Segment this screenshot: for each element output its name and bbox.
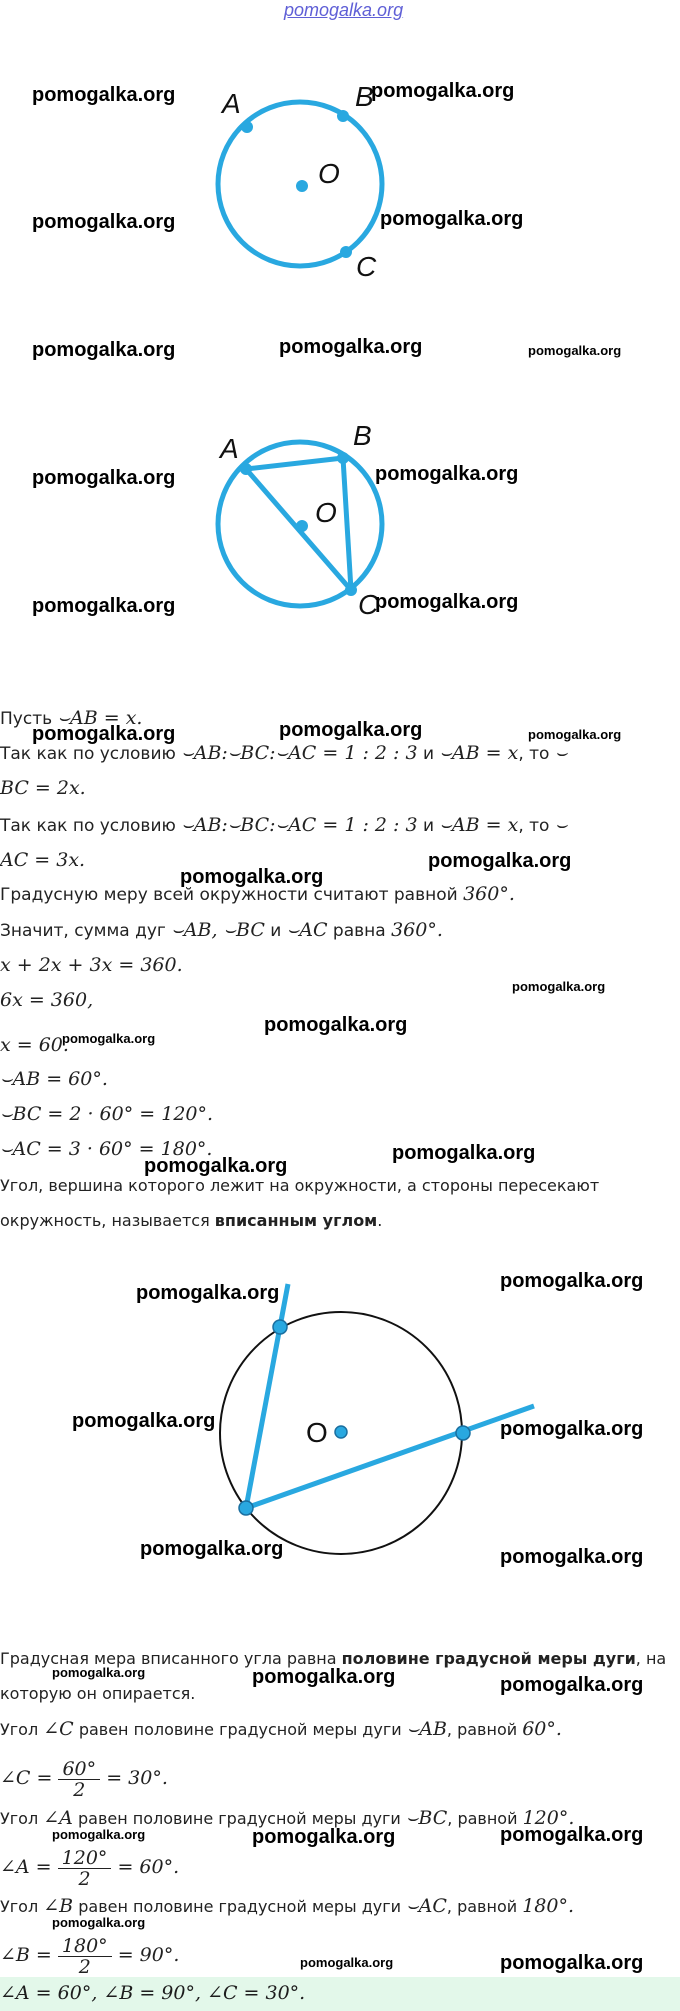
math-angle-c: ∠C (43, 1718, 74, 1740)
math-angle-b: ∠B (43, 1895, 74, 1917)
watermark: pomogalka.org (371, 80, 515, 102)
line-x60 (0, 1033, 69, 1058)
watermark: pomogalka.org (32, 84, 176, 106)
line-ac (0, 848, 85, 873)
math-b-rhs: = 90°. (111, 1944, 180, 1966)
watermark: pomogalka.org (375, 463, 519, 485)
math-c-rhs: = 30°. (100, 1767, 168, 1789)
text-equals-half: равен половине градусной меры дуги (73, 1720, 407, 1739)
text-equal-to-3: , равной (446, 1897, 523, 1916)
math-ab-x: ⌣AB = x. (57, 707, 143, 729)
fraction-b-num: 180° (58, 1936, 112, 1957)
text-called: окружность, называется (0, 1211, 215, 1230)
watermark: pomogalka.org (62, 1031, 156, 1046)
formula-angle-a (0, 1842, 179, 1893)
math-60: 60°. (522, 1718, 562, 1740)
fraction-c (58, 1759, 100, 1800)
line-bc (0, 776, 86, 801)
center-o-3 (335, 1426, 347, 1438)
text-ratio-2: Так как по условию (0, 816, 182, 836)
math-arc-2: ⌣ (554, 814, 568, 836)
math-b-lhs: ∠B = (0, 1944, 58, 1966)
fraction-b-den: 2 (78, 1955, 91, 1978)
math-bc-120: ⌣BC = 2 · 60° = 120°. (0, 1103, 214, 1125)
fraction-a-den: 2 (78, 1867, 91, 1890)
line-angle-c (0, 1717, 562, 1742)
math-arc-ac-2: ⌣AC (406, 1895, 447, 1917)
math-360: 360°. (463, 883, 515, 905)
math-x-60: x = 60. (0, 1034, 69, 1056)
label-a-2: A (220, 433, 239, 464)
text-period: . (377, 1211, 383, 1230)
line-ratio-2 (0, 813, 567, 838)
label-b-1: B (355, 81, 374, 112)
watermark: pomogalka.org (512, 979, 606, 994)
answer-text: ∠A = 60°, ∠B = 90°, ∠C = 30°. (0, 1982, 306, 2004)
watermark: pomogalka.org (279, 336, 423, 358)
watermark: pomogalka.org (252, 1666, 396, 1688)
watermark: pomogalka.org (32, 339, 176, 361)
point-a-2 (240, 463, 252, 475)
fraction-b (58, 1936, 112, 1977)
label-o-2: O (315, 497, 337, 528)
watermark: pomogalka.org (52, 1915, 146, 1930)
watermark: pomogalka.org (264, 1014, 408, 1036)
fraction-c-num: 60° (58, 1759, 100, 1780)
math-c-lhs: ∠C = (0, 1767, 59, 1789)
text-full-circle: Градусную меру всей окружности считают равной (0, 885, 464, 905)
watermark: pomogalka.org (500, 1270, 644, 1292)
watermark: pomogalka.org (52, 1827, 146, 1842)
math-arc: ⌣ (554, 742, 568, 764)
text-let: Пусть (0, 709, 58, 729)
point-b-1 (337, 110, 349, 122)
math-ab-x-3: ⌣AB = x (439, 814, 519, 836)
text-equals-half-3: равен половине градусной меры дуги (73, 1897, 407, 1916)
intersection-point-1 (273, 1320, 287, 1334)
fraction-a (58, 1848, 112, 1889)
watermark: pomogalka.org (392, 1142, 536, 1164)
watermark: pomogalka.org (500, 1418, 644, 1440)
watermark: pomogalka.org (140, 1538, 284, 1560)
watermark: pomogalka.org (52, 1665, 146, 1680)
watermark: pomogalka.org (72, 1410, 216, 1432)
math-ab-60: ⌣AB = 60°. (0, 1068, 108, 1090)
label-o-3: O (306, 1417, 328, 1448)
text-equals: равна (327, 921, 392, 941)
line-6x (0, 988, 93, 1013)
line-equation (0, 953, 183, 978)
text-then-2: , то (518, 816, 555, 836)
formula-angle-b (0, 1930, 179, 1981)
text-equal-to-2: , равной (447, 1809, 523, 1828)
text-ratio: Так как по условию (0, 744, 182, 764)
text-on: , на (635, 1649, 667, 1668)
text-then: , то (518, 744, 555, 764)
vertex-point (239, 1501, 253, 1515)
point-a-1 (241, 121, 253, 133)
text-inscribed-angle: вписанным углом (214, 1211, 378, 1230)
text-rests: которую он опирается. (0, 1684, 196, 1703)
text-and: и (417, 744, 440, 764)
text-half-arc: половине градусной меры дуги (341, 1649, 636, 1668)
math-360-2: 360°. (391, 919, 443, 941)
fraction-a-num: 120° (58, 1848, 112, 1869)
text-angle-2: Угол (0, 1809, 44, 1828)
watermark: pomogalka.org (32, 211, 176, 233)
watermark: pomogalka.org (279, 719, 423, 741)
text-measure: Градусная мера вписанного угла равна (0, 1649, 342, 1668)
intersection-point-2 (456, 1426, 470, 1440)
math-ratio: ⌣AB:⌣BC:⌣AC = 1 : 2 : 3 (181, 742, 418, 764)
math-bc-2x: BC = 2x. (0, 777, 86, 799)
label-o-1: O (318, 158, 340, 189)
text-angle: Угол (0, 1720, 44, 1739)
math-a-rhs: = 60°. (111, 1856, 180, 1878)
watermark: pomogalka.org (500, 1952, 644, 1974)
math-ac-180: ⌣AC = 3 · 60° = 180°. (0, 1138, 213, 1160)
watermark: pomogalka.org (500, 1546, 644, 1568)
math-arcs: ⌣AB, ⌣BC (171, 919, 265, 941)
line-ab60 (0, 1067, 108, 1092)
math-ac-3x: AC = 3x. (0, 849, 86, 871)
text-definition: Угол, вершина которого лежит на окружности, а стороны пересекают (0, 1176, 600, 1195)
text-equals-half-2: равен половине градусной меры дуги (72, 1809, 406, 1828)
math-equation: x + 2x + 3x = 360. (0, 954, 183, 976)
line-definition-1 (0, 1174, 599, 1198)
math-120: 120°. (522, 1807, 575, 1829)
text-sum: Значит, сумма дуг (0, 921, 172, 941)
watermark: pomogalka.org (500, 1674, 644, 1696)
top-watermark-link[interactable]: pomogalka.org (284, 0, 404, 20)
line-definition-2 (0, 1209, 382, 1233)
watermark: pomogalka.org (428, 850, 572, 872)
watermark: pomogalka.org (180, 866, 324, 888)
watermark: pomogalka.org (528, 727, 622, 742)
math-ratio-2: ⌣AB:⌣BC:⌣AC = 1 : 2 : 3 (181, 814, 418, 836)
watermark: pomogalka.org (32, 723, 176, 745)
line-sum-arcs (0, 918, 443, 943)
text-and-2: и (417, 816, 440, 836)
label-a-1: A (222, 88, 241, 119)
math-arc-bc: ⌣BC (405, 1807, 448, 1829)
math-arc-ab: ⌣AB (406, 1718, 447, 1740)
watermark: pomogalka.org (252, 1826, 396, 1848)
text-angle-3: Угол (0, 1897, 44, 1916)
watermark: pomogalka.org (300, 1955, 394, 1970)
center-o-1 (296, 180, 308, 192)
math-arc-ac: ⌣AC (286, 919, 328, 941)
watermark: pomogalka.org (144, 1155, 288, 1177)
answer-box (0, 1977, 680, 2011)
watermark: pomogalka.org (136, 1282, 280, 1304)
watermark: pomogalka.org (528, 343, 622, 358)
fraction-c-den: 2 (73, 1778, 86, 1801)
line-measure-2 (0, 1682, 195, 1706)
label-c-1: C (356, 251, 377, 282)
line-bc120 (0, 1102, 213, 1127)
label-c-2: C (358, 589, 379, 620)
point-c-2 (345, 584, 357, 596)
formula-angle-c (0, 1753, 168, 1804)
math-ab-x-2: ⌣AB = x (439, 742, 519, 764)
center-o-2 (296, 520, 308, 532)
watermark: pomogalka.org (32, 467, 176, 489)
point-b-2 (337, 452, 349, 464)
watermark: pomogalka.org (375, 591, 519, 613)
label-b-2: B (353, 420, 372, 451)
angle-side-1 (246, 1284, 288, 1508)
math-6x: 6x = 360, (0, 989, 94, 1011)
point-c-1 (340, 246, 352, 258)
math-a-lhs: ∠A = (0, 1856, 58, 1878)
angle-side-2 (246, 1406, 534, 1508)
math-angle-a: ∠A (43, 1807, 73, 1829)
text-equal-to: , равной (446, 1720, 523, 1739)
watermark: pomogalka.org (32, 595, 176, 617)
text-and-3: и (264, 921, 287, 941)
watermark: pomogalka.org (500, 1824, 644, 1846)
watermark: pomogalka.org (380, 208, 524, 230)
math-180: 180°. (522, 1895, 575, 1917)
